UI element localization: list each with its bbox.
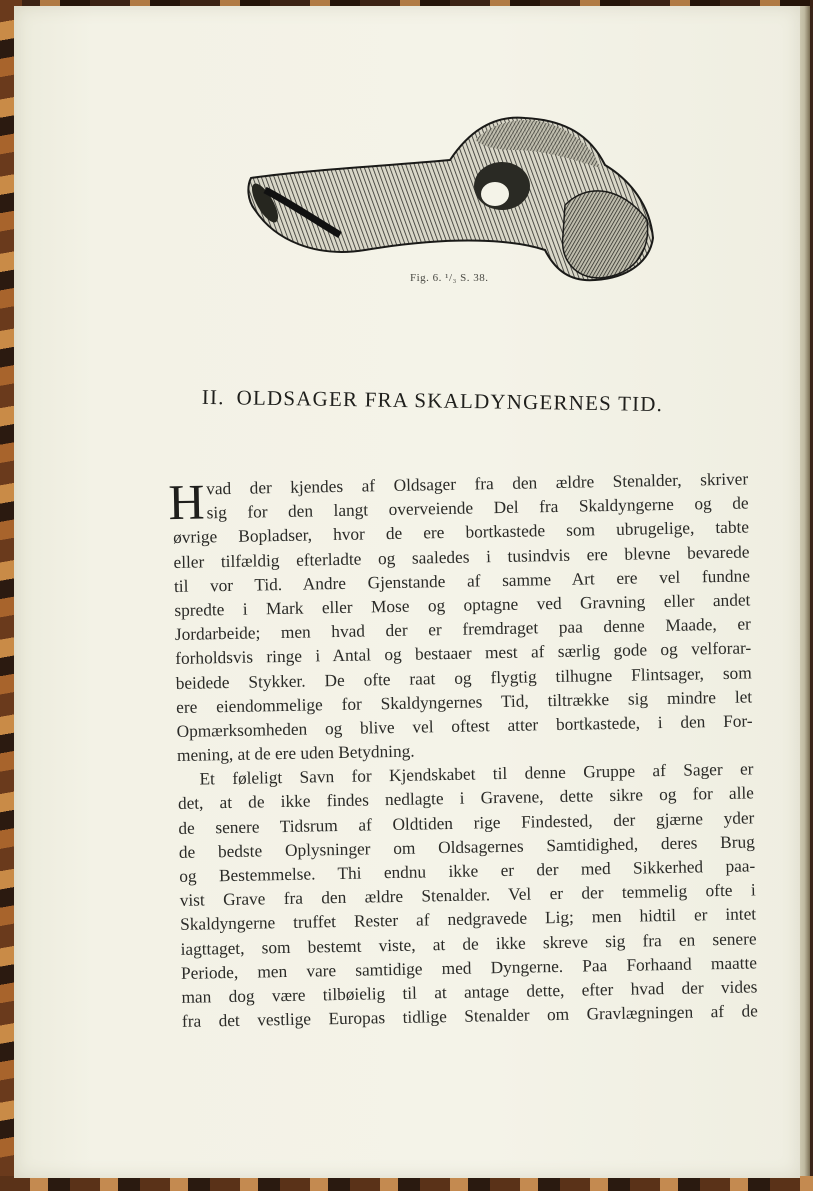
text-line: de bedste Oplysninger om Oldsagernes Samtidighed, deres Brug [178,832,755,862]
drop-capital: H [167,473,206,531]
text-line: øvrige Bopladser, hvor de ere bortkastede som ubrugelige, tabte [172,517,750,548]
text-line: forholdsvis ringe i Antal og bestaaer mest af særlig gode og velforar- [175,638,752,669]
text-line: Periode, men vare samtidige med Dyngerne. Paa Forhaand maatte [180,953,758,983]
antler-axe-illustration [245,110,655,285]
text-line: man dog være tilbøielig til at antage dette, efter hvad der vides [181,977,758,1007]
text-line: Et føleligt Savn for Kjendskabet til denne Gruppe af Sager er [199,759,754,789]
book-cover-bottom-edge [0,1176,813,1191]
text-line: de senere Tidsrum af Oldtiden rige Findested, der gjærne yder [178,808,755,838]
chapter-number: II. [201,384,225,410]
text-line: vad der kjendes af Oldsager fra den ældre Stenalder, skriver [206,469,749,499]
text-line: fra det vestlige Europas tidlige Stenalder om Gravlægningen af de [181,1001,759,1032]
text-line: Skaldyngerne truffet Rester af nedgravede Lig; men hidtil er intet [180,904,757,935]
text-line: eller tilfældig efterladte og saaledes i tusindvis ere blevne bevarede [173,541,750,572]
body-text [167,467,759,1034]
text-line: ere eiendommelige for Skaldyngernes Tid, tiltrække sig mindre let [176,687,753,717]
text-line: spredte i Mark eller Mose og optagne ved Gravning eller andet [174,590,751,620]
text-line: det, at de ikke findes nedlagte i Gravene, dette sikre og for alle [177,783,755,814]
text-line: iagttaget, som bestemt viste, at de ikke skreve sig fra en senere [180,928,757,959]
text-line: til vor Tid. Andre Gjenstande af samme Art ere vel fundne [173,566,751,596]
text-line: Opmærksomheden og blive vel oftest atter bortkastede, i den For- [176,711,753,741]
text-line: Jordarbeide; men hvad der er fremdraget paa denne Maade, er [174,614,751,645]
text-line: og Bestemmelse. Thi endnu ikke er der med Sikkerhed paa- [179,856,756,886]
chapter-title: OLDSAGER FRA SKALDYNGERNES TID. [236,385,664,417]
text-line: vist Grave fra den ældre Stenalder. Vel er der temmelig ofte i [179,880,756,911]
text-line: sig for den langt overveiende Del fra Skaldyngerne og de [206,493,749,523]
figure-caption: Fig. 6. ¹/₃ S. 38. [410,272,489,284]
text-line: mening, at de ere uden Betydning. [176,741,415,766]
text-line: beidede Stykker. De ofte raat og flygtig tilhugne Flintsager, som [175,662,752,693]
